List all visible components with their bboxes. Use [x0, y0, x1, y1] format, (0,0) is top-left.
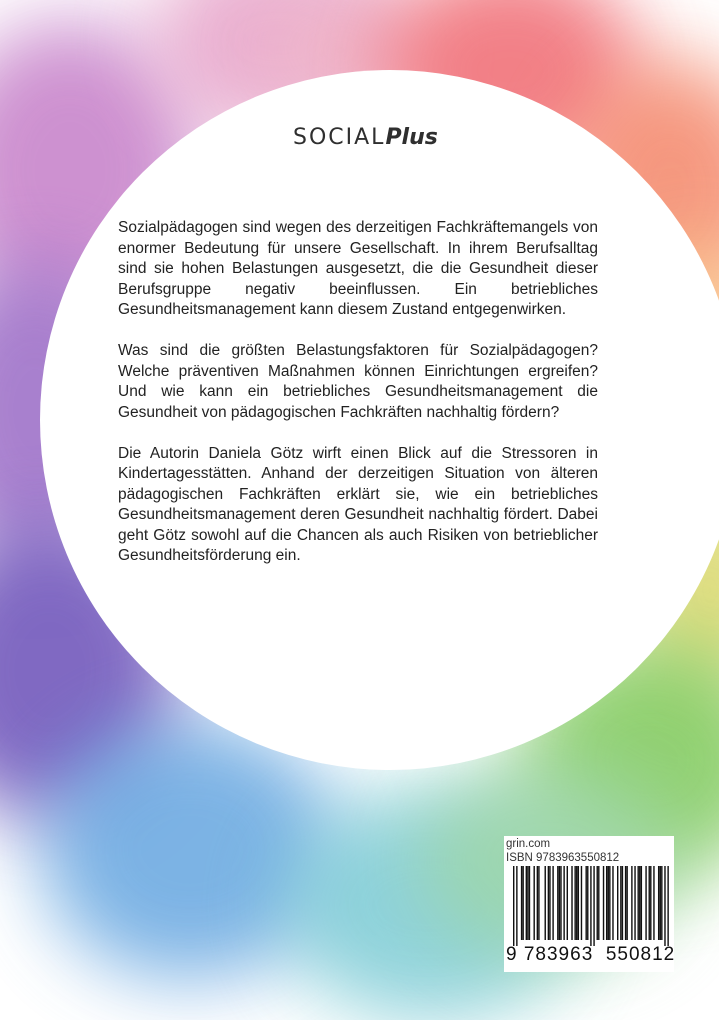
barcode-bar	[549, 866, 550, 940]
barcode-bar	[571, 866, 572, 940]
barcode-digits-left: 783963	[523, 944, 594, 965]
barcode-bar	[667, 866, 668, 946]
barcode-bar	[557, 866, 558, 940]
isbn-label: ISBN 9783963550812	[506, 852, 620, 864]
barcode-bar	[526, 866, 527, 940]
barcode-bar	[641, 866, 642, 940]
barcode-bar	[608, 866, 609, 940]
barcode-bar	[620, 866, 621, 940]
barcode-digit-first: 9	[506, 944, 518, 965]
barcode-bar	[664, 866, 665, 946]
barcode-bar	[625, 866, 626, 940]
barcode-bar	[545, 866, 546, 940]
barcode-bar	[538, 866, 539, 940]
barcode-bar	[650, 866, 651, 940]
barcode-bar	[560, 866, 561, 940]
logo-word: SOCIAL	[293, 125, 386, 150]
barcode-bar	[513, 866, 514, 946]
barcode-bar	[660, 866, 661, 940]
barcode-bar	[653, 866, 654, 940]
barcode-icon	[513, 866, 669, 946]
barcode-bar	[645, 866, 646, 940]
barcode-bar	[574, 866, 575, 940]
barcode-bar	[658, 866, 659, 940]
barcode-bar	[521, 866, 522, 940]
barcode-bar	[603, 866, 604, 940]
barcode-bar	[593, 866, 594, 946]
barcode-bar	[598, 866, 599, 940]
barcode-digits	[506, 944, 676, 966]
blurb-paragraph-2: Was sind die größten Belastungsfaktoren für Sozialpädagogen? Welche präventiven Maßnahmen können Einrichtungen ergreifen? Und wie kann ein betriebliches Gesundheitsmanagement die Gesundheit von pädagogischen Fachkräften nachhaltig fördern?	[118, 342, 598, 421]
barcode-bar	[548, 866, 549, 940]
barcode-bar	[567, 866, 568, 940]
barcode-bar	[516, 866, 517, 946]
barcode-bar	[631, 866, 632, 940]
barcode-bar	[639, 866, 640, 940]
barcode-bar	[626, 866, 627, 940]
barcode-bar	[585, 866, 586, 940]
barcode-bar	[587, 866, 588, 940]
barcode-bar	[527, 866, 528, 940]
barcode-bar	[617, 866, 618, 940]
barcode-bar	[637, 866, 638, 940]
barcode-bar	[597, 866, 598, 940]
barcode-bar	[606, 866, 607, 940]
logo-suffix: Plus	[385, 125, 438, 150]
barcode-bar	[522, 866, 523, 940]
barcode-bar	[529, 866, 530, 940]
barcode-bar	[581, 866, 582, 940]
barcode-bar	[634, 866, 635, 940]
publisher-logo	[293, 125, 438, 150]
blurb-paragraph-1: Sozialpädagogen sind wegen des derzeitigen Fachkräftemangels von enormer Bedeutung für unsere Gesellschaft. In ihrem Berufsalltag sind sie hohen Belastungen ausgesetzt, die die Gesundheit dieser Berufsgruppe negativ beeinflussen. Ein betriebliches Gesundheitsmanagement kann diesem Zustand entgegenwirken.	[118, 219, 598, 318]
barcode-bar	[609, 866, 610, 940]
barcode-bar	[563, 866, 564, 940]
barcode-bar	[590, 866, 591, 946]
barcode-bar	[533, 866, 534, 940]
barcode-bar	[576, 866, 577, 940]
barcode-bar	[559, 866, 560, 940]
barcode-bar	[612, 866, 613, 940]
barcode-bar	[552, 866, 553, 940]
barcode-bar	[537, 866, 538, 940]
back-cover-blurb	[118, 218, 598, 587]
barcode-digits-right: 550812	[605, 944, 676, 965]
barcode-bar	[649, 866, 650, 940]
barcode-bar	[622, 866, 623, 940]
blurb-paragraph-3: Die Autorin Daniela Götz wirft einen Blick auf die Stressoren in Kindertagesstätten. Anhand der derzeitigen Situation von älteren pädagogischen Fachkräften erklärt sie, wie ein betriebliches Gesundheitsmanagement deren Gesundheit nachhaltig fördert. Dabei geht Götz sowohl auf die Chancen als auch Risiken von betrieblicher Gesundheitsförderung ein.	[118, 444, 598, 564]
publisher-url: grin.com	[506, 838, 551, 850]
barcode-bar	[661, 866, 662, 940]
barcode-bar	[578, 866, 579, 940]
